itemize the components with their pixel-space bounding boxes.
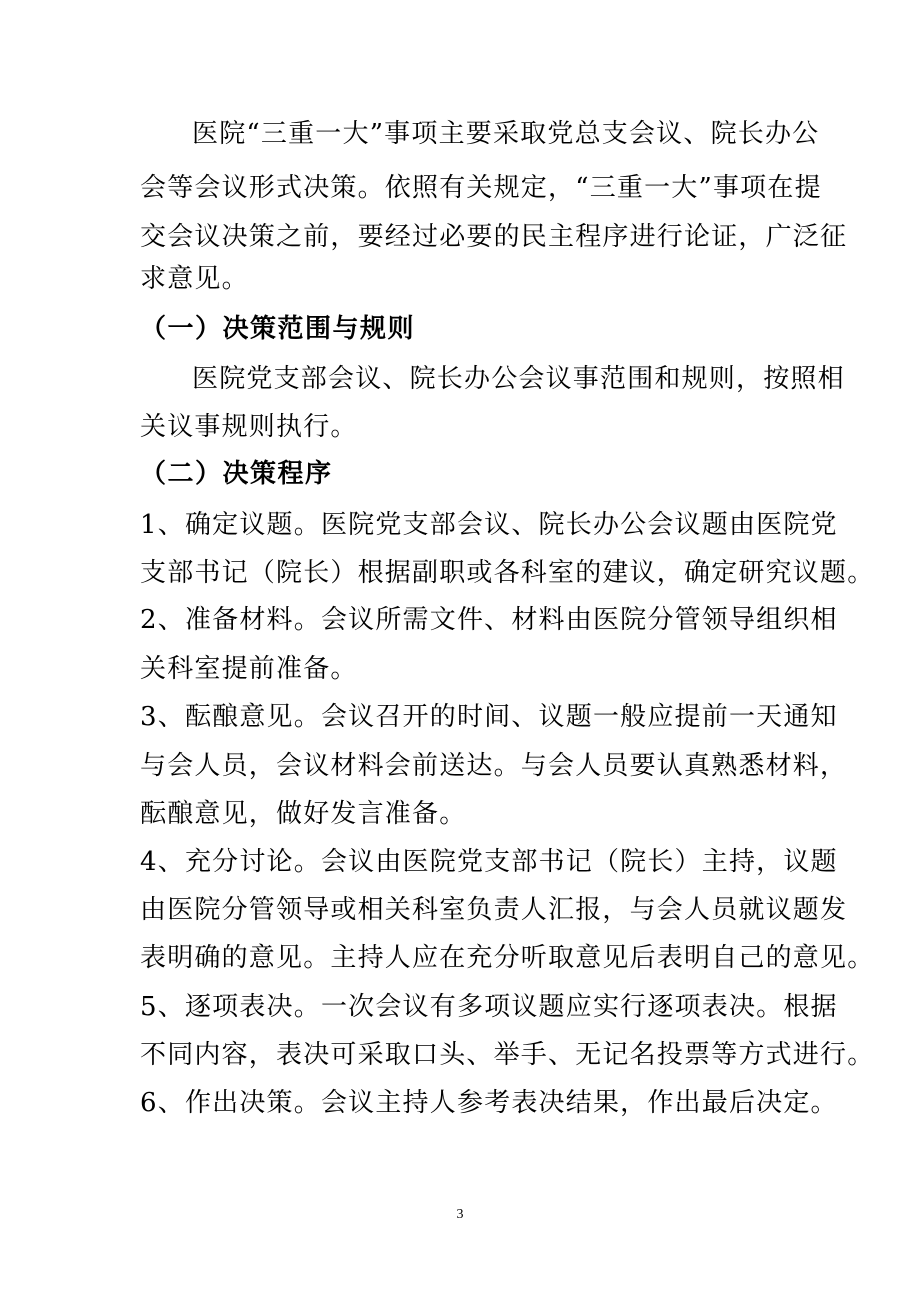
step-line: 表明确的意见。主持人应在充分听取意见后表明自己的意见。: [140, 943, 875, 973]
page-number: 3: [456, 1207, 464, 1222]
step-line: 关科室提前准备。: [140, 654, 358, 684]
step-line: 酝酿意见，做好发言准备。: [140, 799, 467, 829]
intro-line: 交会议决策之前，要经过必要的民主程序进行论证，广泛征: [140, 222, 848, 252]
section-heading: （二）决策程序: [140, 459, 333, 489]
intro-line: 会等会议形式决策。依照有关规定，“三重一大”事项在提: [140, 173, 822, 203]
step-line: 3、酝酿意见。会议召开的时间、议题一般应提前一天通知: [140, 702, 838, 732]
section-heading: （一）决策范围与规则: [140, 314, 416, 344]
step-line: 4、充分讨论。会议由医院党支部书记（院长）主持，议题: [140, 847, 838, 877]
section1-line: 医院党支部会议、院长办公会议事范围和规则，按照相: [192, 364, 845, 394]
intro-line: 求意见。: [140, 264, 249, 294]
section1-line: 关议事规则执行。: [140, 412, 358, 442]
intro-line: 医院“三重一大”事项主要采取党总支会议、院长办公: [192, 119, 820, 149]
step-line: 支部书记（院长）根据副职或各科室的建议，确定研究议题。: [140, 558, 875, 588]
step-line: 与会人员，会议材料会前送达。与会人员要认真熟悉材料，: [140, 751, 848, 781]
step-line: 由医院分管领导或相关科室负责人汇报，与会人员就议题发: [140, 895, 848, 925]
step-line: 2、准备材料。会议所需文件、材料由医院分管领导组织相: [140, 605, 838, 635]
step-line: 6、作出决策。会议主持人参考表决结果，作出最后决定。: [140, 1088, 838, 1118]
step-line: 1、确定议题。医院党支部会议、院长办公会议题由医院党: [140, 510, 838, 540]
step-line: 5、逐项表决。一次会议有多项议题应实行逐项表决。根据: [140, 992, 838, 1022]
step-line: 不同内容，表决可采取口头、举手、无记名投票等方式进行。: [140, 1040, 875, 1070]
